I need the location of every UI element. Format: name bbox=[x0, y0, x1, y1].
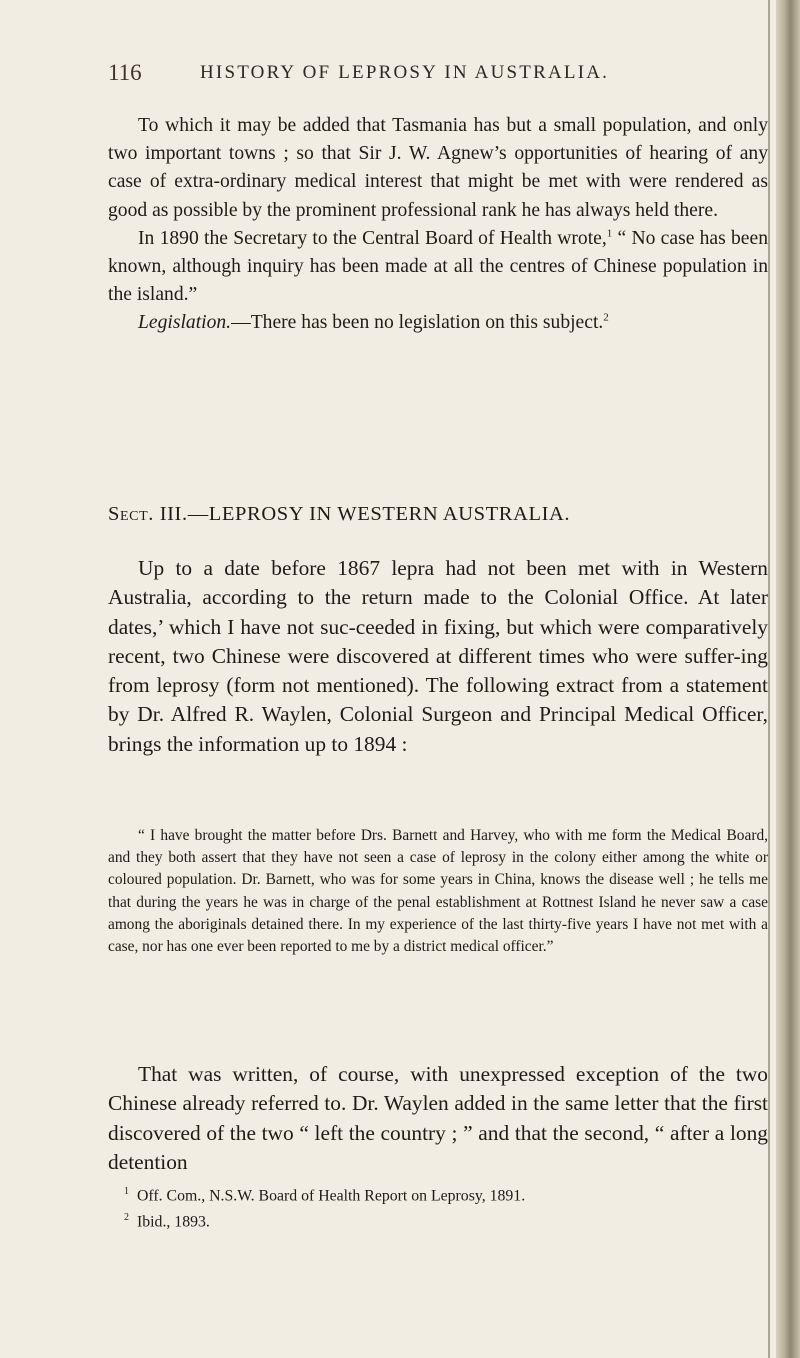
paragraph-tasmania bbox=[108, 112, 768, 225]
block-quote bbox=[108, 825, 768, 958]
footnote-text: Off. Com., N.S.W. Board of Health Report on Leprosy, 1891. bbox=[137, 1187, 526, 1205]
legislation-heading: Legislation. bbox=[138, 312, 232, 334]
paragraph-western-australia bbox=[108, 554, 768, 759]
paragraph-text-wa: Up to a date before 1867 lepra had not been met with in Western Australia, according to the return made to the Colonial Office. At later dates,’ which I have not suc-ceeded in fixing, but which were comparatively recent, two Chinese were discovered at different times who were suffer-ing from leprosy (form not mentioned). The following extract from a statement by Dr. Alfred R. Waylen, Colonial Surgeon and Principal Medical Officer, brings the information up to 1894 : bbox=[108, 556, 768, 756]
page-number: 116 bbox=[108, 60, 142, 85]
paragraph-text: To which it may be added that Tasmania has but a small population, and only two important towns ; so that Sir J. W. Agnew’s opportunities of hearing of any case of extra-ordinary medical interest that might be met with were rendered as good as possible by the prominent professional rank he has always held there. bbox=[108, 115, 768, 221]
paragraph-text-exception: That was written, of course, with unexpressed exception of the two Chinese already referred to. Dr. Waylen added in the same letter that the first discovered of the two “ left the country ; ” and that the second, “ after a long detention bbox=[108, 1062, 768, 1174]
section-heading bbox=[108, 503, 768, 526]
paragraph-text: In 1890 the Secretary to the Central Board of Health wrote, bbox=[138, 227, 607, 249]
section-label: Sect. III. bbox=[108, 503, 188, 525]
page-edge-shadow bbox=[776, 0, 800, 1358]
running-head: HISTORY OF LEPROSY IN AUSTRALIA. bbox=[200, 62, 610, 83]
quote-text: “ I have brought the matter before Drs. Barnett and Harvey, who with me form the Medical Board, and they both assert that they have not seen a case of leprosy in the colony either among the white or coloured population. Dr. Barnett, who was for some years in China, knows the disease well ; he tells me that during the years he was in charge of the penal establishment at Rottnest Island he never saw a case among the aboriginals detained there. In my experience of the last thirty-five years I have not met with a case, nor has one ever been reported to me by a district medical officer.” bbox=[108, 827, 768, 956]
footnote-ref-1: 1 bbox=[606, 227, 613, 240]
footnote-ref-2: 2 bbox=[603, 311, 609, 324]
paragraph-text: “ No case has been known, although inquiry has been made at all the centres of Chinese population in the island.” bbox=[108, 227, 768, 306]
section-title: —LEPROSY IN WESTERN AUSTRALIA. bbox=[187, 503, 571, 525]
text-block-tasmania bbox=[108, 112, 768, 338]
footnote-2 bbox=[124, 1207, 764, 1233]
paragraph-exception bbox=[108, 1060, 768, 1177]
page-gutter-line bbox=[768, 0, 770, 1358]
paragraph-text: —There has been no legislation on this subject. bbox=[231, 312, 604, 334]
paragraph-secretary bbox=[108, 225, 768, 310]
footnote-mark: 1 bbox=[124, 1186, 129, 1197]
footnote-text: Ibid., 1893. bbox=[137, 1213, 210, 1231]
footnote-mark: 2 bbox=[124, 1212, 129, 1224]
footnotes bbox=[124, 1181, 764, 1234]
footnote-1 bbox=[124, 1181, 764, 1207]
paragraph-legislation bbox=[108, 309, 768, 337]
page-header bbox=[108, 60, 768, 94]
